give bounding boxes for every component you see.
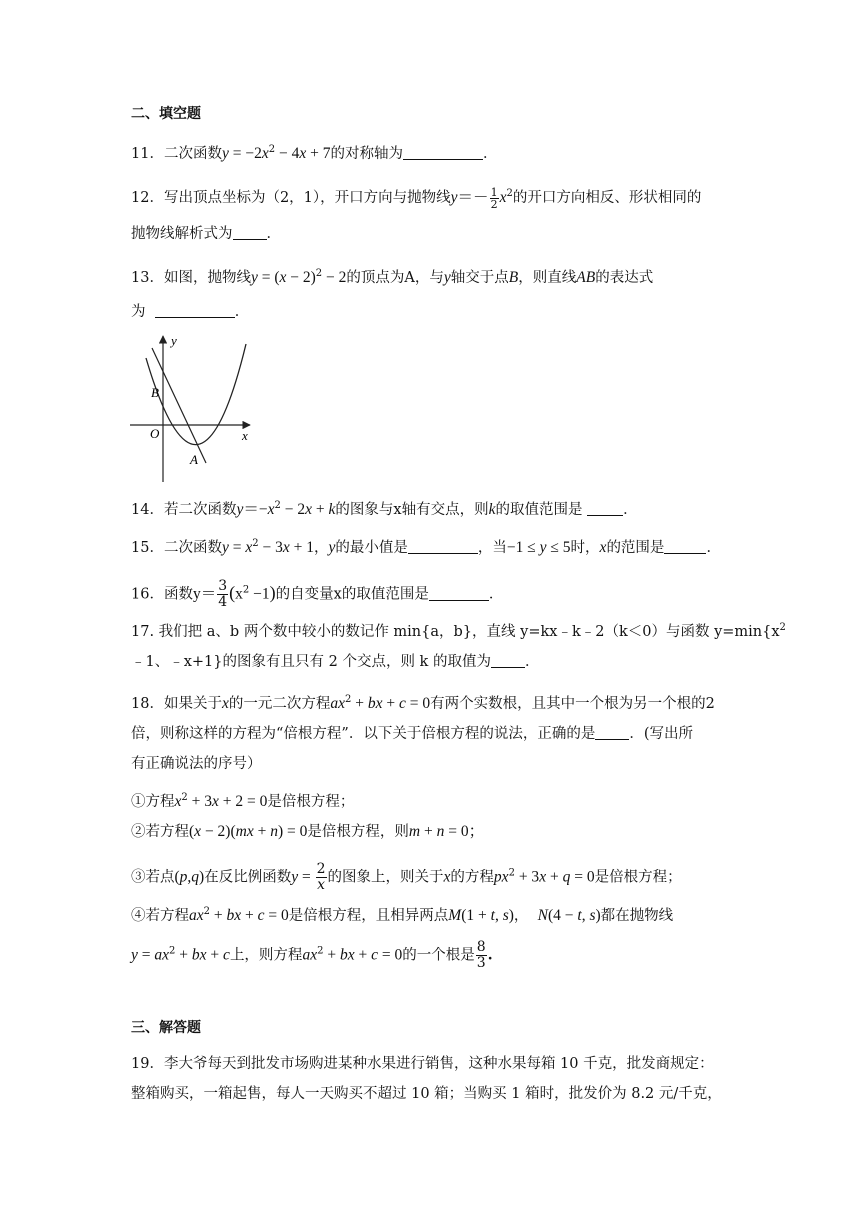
question-16: 16．函数y＝ $\frac{3}{4}$ $(x^2 -1)$的自变量x的取值范围是 ． bbox=[131, 578, 504, 610]
section-heading-solve: 三、解答题 bbox=[131, 1020, 201, 1036]
answer-blank[interactable] bbox=[664, 539, 706, 554]
option-1: ①方程$x^2 + 3x + 2 = 0$是倍根方程； bbox=[131, 792, 355, 810]
parabola-graph-figure bbox=[128, 330, 258, 490]
answer-blank[interactable] bbox=[491, 653, 525, 668]
answer-blank[interactable] bbox=[587, 501, 623, 516]
option-4-line2: $y = ax^2$ + bx + c上，则方程$ax^2$ + bx + c = 0的一个根是 $\frac{8}{3}$ . bbox=[131, 939, 493, 971]
option-3: ③若点(p,q)在反比例函数y = $\frac{2}{x}$ 的图象上，则关于x的方程$px^2 + 3x + q = 0$是倍根方程； bbox=[131, 861, 682, 893]
question-17: 17. 我们把 a、b 两个数中较小的数记作 min{a，b}，直线 y=kx﹣k﹣2（k＜0）与函数 $y=\min\{x^2$ bbox=[131, 622, 786, 640]
question-18-line2: 倍，则称这样的方程为“倍根方程”．以下关于倍根方程的说法，正确的是 ．(写出所 bbox=[131, 726, 693, 742]
point-b-label: B bbox=[151, 385, 159, 400]
question-19-line2: 整箱购买，一箱起售，每人一天购买不超过 10 箱；当购买 1 箱时，批发价为 8.2 元/千克， bbox=[131, 1086, 722, 1102]
answer-blank[interactable] bbox=[429, 586, 489, 601]
question-19: 19．李大爷每天到批发市场购进某种水果进行销售，这种水果每箱 10 千克，批发商规定： bbox=[131, 1056, 714, 1072]
parabola-curve bbox=[146, 344, 246, 445]
fraction-two-over-x: $\frac{2}{x}$ bbox=[316, 861, 326, 893]
section-heading-fill-in: 二、填空题 bbox=[131, 106, 201, 122]
question-12: 12．写出顶点坐标为（2，1），开口方向与抛物线y＝－ $\frac{1}{2}$ $x^2$的开口方向相反、形状相同的 bbox=[131, 185, 702, 211]
question-18: 18．如果关于x的一元二次方程$ax^2$ + bx + c = 0有两个实数根，且其中一个根为另一个根的2 bbox=[131, 694, 715, 712]
option-2: ②若方程(x − 2)(mx + n) = 0是倍根方程，则m + n = 0； bbox=[131, 823, 485, 840]
answer-blank[interactable] bbox=[408, 539, 478, 554]
point-a-label: A bbox=[190, 452, 198, 467]
question-12-line2: 抛物线解析式为 ． bbox=[131, 226, 281, 242]
question-15: 15．二次函数$y = x^2 - 3x + 1$，y的最小值是 ，当−1 ≤ y ≤ 5时，x的范围是 ． bbox=[131, 538, 721, 556]
line-ab bbox=[152, 348, 206, 463]
answer-blank[interactable] bbox=[403, 145, 483, 160]
fraction-eight-thirds: $\frac{8}{3}$ bbox=[476, 939, 486, 971]
question-18-line3: 有正确说法的序号） bbox=[131, 756, 262, 772]
fraction-three-quarters: $\frac{3}{4}$ bbox=[218, 578, 228, 610]
question-17-line2: ﹣1、﹣x+1}的图象有且只有 2 个交点，则 k 的取值为 ． bbox=[131, 654, 540, 670]
fraction-one-half: $\frac{1}{2}$ bbox=[490, 185, 498, 211]
y-axis-label: y bbox=[171, 333, 177, 348]
question-13: 13．如图，抛物线$y = (x - 2)^2 - 2$的顶点为A，与y轴交于点B，则直线AB的表达式 bbox=[131, 268, 654, 286]
x-axis-label: x bbox=[242, 428, 248, 443]
option-4: ④若方程$ax^2$ + bx + c = 0是倍根方程，且相异两点M(1 + t, s)， N(4 − t, s)都在抛物线 bbox=[131, 906, 674, 924]
answer-blank[interactable] bbox=[155, 303, 235, 318]
question-11: 11．二次函数$y = -2x^2 - 4x + 7$的对称轴为 ． bbox=[131, 144, 498, 162]
question-14: 14．若二次函数$y=-x^2 - 2x + k$的图象与x轴有交点，则k的取值范围是 ． bbox=[131, 500, 638, 518]
origin-label: O bbox=[150, 426, 160, 441]
answer-blank[interactable] bbox=[233, 225, 267, 240]
answer-blank[interactable] bbox=[595, 725, 629, 740]
question-13-line2: 为 ． bbox=[131, 304, 250, 320]
